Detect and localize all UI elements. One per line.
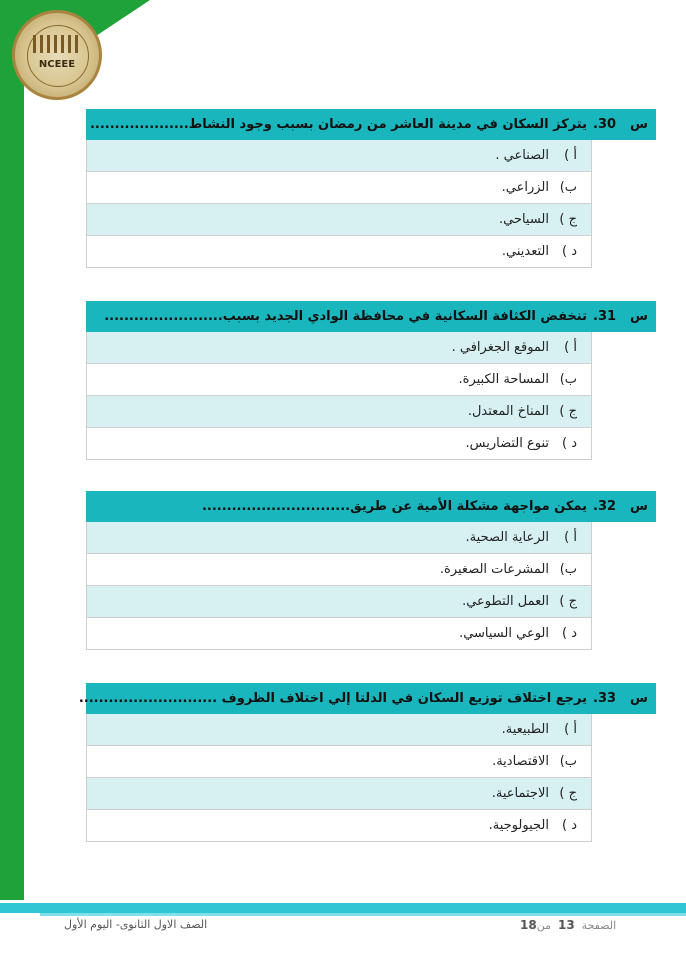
page-number: 13	[557, 918, 575, 932]
option-b[interactable]	[86, 364, 592, 396]
option-letter: أ )	[564, 148, 577, 163]
question-text: تنخفض الكثافة السكانية في محافظة الوادي الجديد بسبب........................	[104, 309, 587, 324]
option-text: الصناعي .	[495, 148, 549, 163]
option-letter: د )	[562, 626, 577, 641]
option-a[interactable]	[86, 140, 592, 172]
option-text: الموقع الجغرافي .	[451, 340, 549, 355]
option-letter: د )	[562, 244, 577, 259]
option-text: الرعاية الصحية.	[465, 530, 549, 545]
option-a[interactable]	[86, 332, 592, 364]
question-number: 30.	[593, 117, 617, 132]
option-b[interactable]	[86, 746, 592, 778]
options-list	[86, 332, 592, 460]
option-text: العمل التطوعي.	[462, 594, 549, 609]
question-header	[86, 109, 656, 140]
total-pages: 18	[520, 918, 537, 932]
question-prefix: س	[630, 117, 648, 132]
option-c[interactable]	[86, 204, 592, 236]
question-header	[86, 491, 656, 522]
question-number: 33.	[593, 691, 617, 706]
option-letter: ب)	[559, 372, 577, 387]
option-d[interactable]	[86, 810, 592, 842]
option-letter: ج )	[559, 212, 577, 227]
footer-light-bar	[40, 913, 686, 916]
option-text: الاجتماعية.	[491, 786, 549, 801]
option-text: الاقتصادية.	[492, 754, 549, 769]
option-letter: ب)	[559, 562, 577, 577]
logo-text: NCEEE	[38, 59, 76, 70]
question-number: 31.	[593, 309, 617, 324]
logo-pillars-emblem	[33, 35, 81, 53]
question-header	[78, 683, 656, 714]
option-letter: أ )	[564, 722, 577, 737]
options-list	[86, 522, 592, 650]
option-text: التعديني.	[501, 244, 549, 259]
option-letter: ج )	[559, 594, 577, 609]
question-text: يتركز السكان في مدينة العاشر من رمضان بسبب وجود النشاط....................	[89, 117, 587, 132]
question-prefix: س	[630, 309, 648, 324]
options-list	[86, 140, 592, 268]
question-33	[78, 683, 656, 842]
option-text: الطبيعية.	[501, 722, 549, 737]
option-c[interactable]	[86, 778, 592, 810]
option-letter: د )	[562, 818, 577, 833]
question-header	[86, 301, 656, 332]
option-a[interactable]	[86, 714, 592, 746]
option-text: المناخ المعتدل.	[467, 404, 549, 419]
page-indicator	[520, 918, 616, 932]
question-32	[86, 491, 656, 650]
question-text: يرجع اختلاف توزيع السكان في الدلتا إلي اختلاف الظروف ............................	[78, 691, 587, 706]
option-a[interactable]	[86, 522, 592, 554]
option-d[interactable]	[86, 618, 592, 650]
page-label: الصفحة	[581, 919, 617, 932]
option-text: تنوع التضاريس.	[465, 436, 549, 451]
green-side-bar	[0, 0, 24, 900]
option-letter: د )	[562, 436, 577, 451]
option-text: الزراعي.	[501, 180, 549, 195]
of-label: من	[536, 919, 551, 932]
option-b[interactable]	[86, 172, 592, 204]
nceee-logo	[12, 10, 102, 100]
option-text: المساحة الكبيرة.	[458, 372, 549, 387]
question-text: يمكن مواجهة مشكلة الأمية عن طريق..............................	[201, 499, 587, 514]
question-31	[86, 301, 656, 460]
option-letter: ب)	[559, 180, 577, 195]
question-number: 32.	[593, 499, 617, 514]
question-prefix: س	[630, 499, 648, 514]
option-letter: أ )	[564, 340, 577, 355]
option-b[interactable]	[86, 554, 592, 586]
option-text: السياحي.	[498, 212, 549, 227]
grade-label: الصف الاول الثانوى- اليوم الأول	[64, 918, 208, 931]
option-c[interactable]	[86, 586, 592, 618]
footer-cyan-bar	[0, 903, 686, 913]
option-c[interactable]	[86, 396, 592, 428]
question-30	[86, 109, 656, 268]
question-prefix: س	[630, 691, 648, 706]
option-text: المشرعات الصغيرة.	[439, 562, 549, 577]
option-text: الجيولوجية.	[488, 818, 549, 833]
option-letter: ج )	[559, 786, 577, 801]
option-text: الوعي السياسي.	[459, 626, 549, 641]
option-letter: ب)	[559, 754, 577, 769]
option-letter: ج )	[559, 404, 577, 419]
option-d[interactable]	[86, 236, 592, 268]
option-d[interactable]	[86, 428, 592, 460]
options-list	[86, 714, 592, 842]
option-letter: أ )	[564, 530, 577, 545]
